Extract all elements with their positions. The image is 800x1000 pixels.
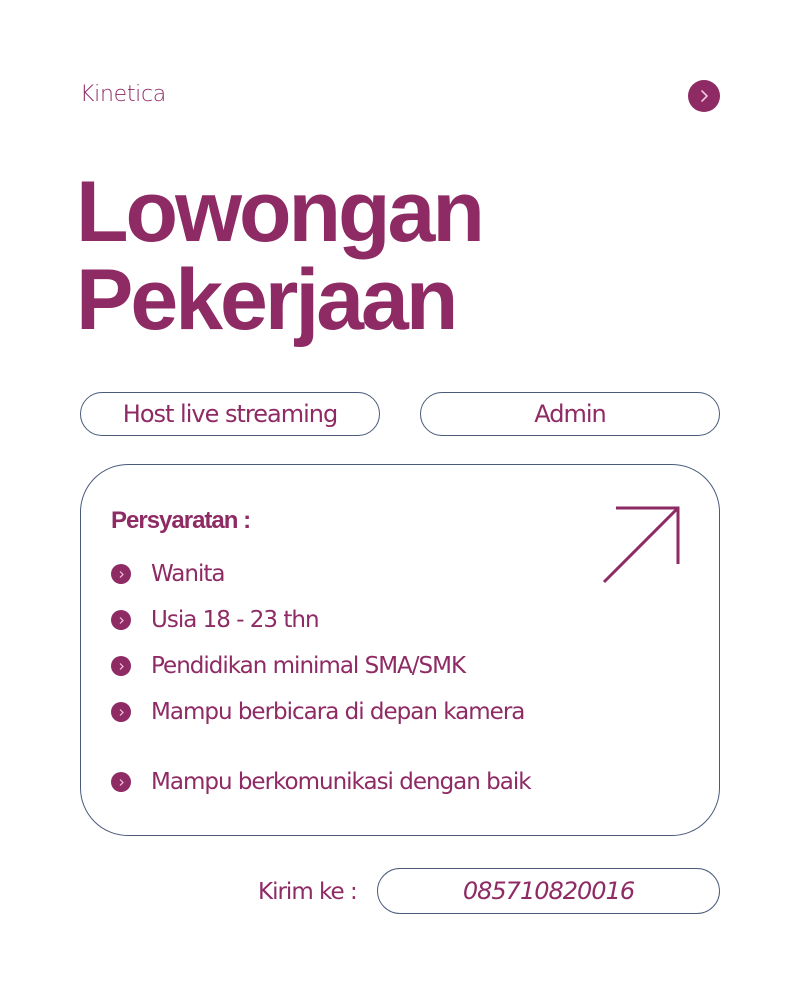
bullet-chevron-icon [111, 610, 131, 630]
chevron-right-icon [697, 89, 711, 103]
bullet-chevron-icon [111, 656, 131, 676]
bullet-chevron-icon [111, 702, 131, 722]
requirements-list [111, 551, 531, 805]
position-host-live-streaming[interactable]: Host live streaming [80, 392, 380, 436]
list-item [111, 689, 531, 735]
arrow-up-right-icon [596, 500, 686, 590]
send-to-label: Kirim ke : [258, 879, 357, 905]
title-line-1: Lowongan [76, 164, 482, 260]
requirements-title: Persyaratan : [111, 507, 251, 534]
page-title [76, 164, 482, 348]
list-item [111, 643, 531, 689]
title-line-2: Pekerjaan [76, 252, 456, 348]
requirement-text: Wanita [151, 561, 225, 587]
requirement-text: Mampu berbicara di depan kamera [151, 699, 525, 725]
phone-number[interactable]: 085710820016 [377, 868, 720, 914]
brand-name: Kinetica [80, 82, 166, 107]
next-button[interactable] [688, 80, 720, 112]
requirement-text: Usia 18 - 23 thn [151, 607, 319, 633]
bullet-chevron-icon [111, 564, 131, 584]
list-item [111, 597, 531, 643]
requirement-text: Mampu berkomunikasi dengan baik [151, 769, 531, 795]
list-item [111, 759, 531, 805]
position-admin[interactable]: Admin [420, 392, 720, 436]
requirements-card [80, 464, 720, 836]
list-item [111, 551, 531, 597]
requirement-text: Pendidikan minimal SMA/SMK [151, 653, 466, 679]
bullet-chevron-icon [111, 772, 131, 792]
